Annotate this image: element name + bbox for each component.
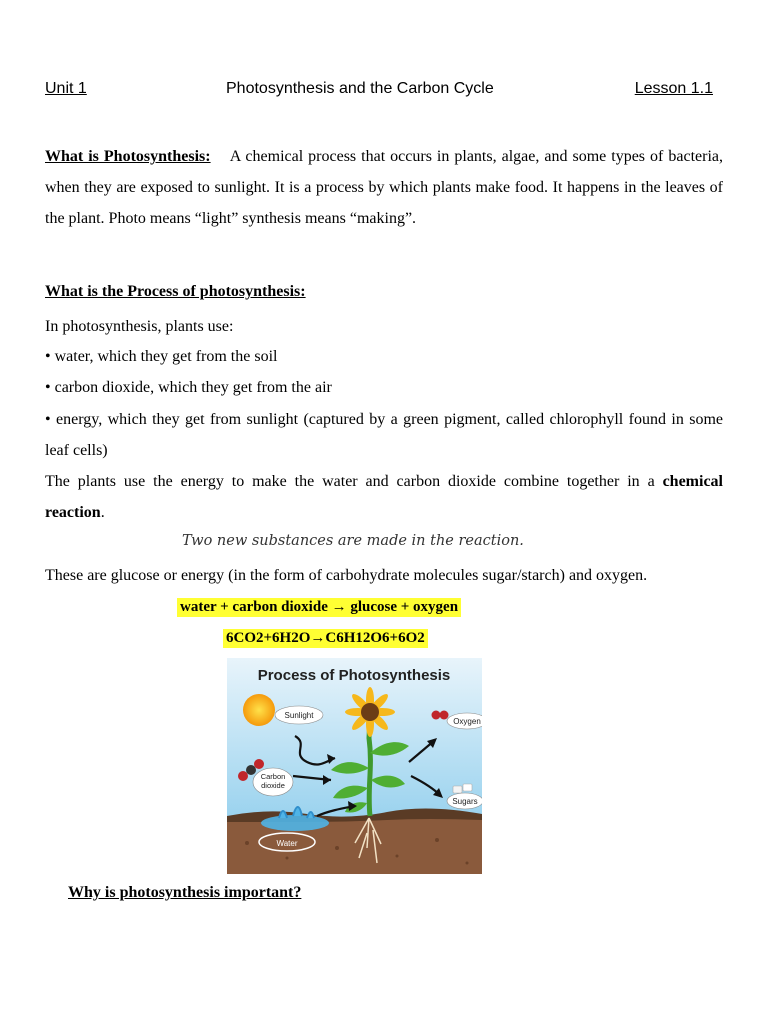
diagram-title: Process of Photosynthesis xyxy=(257,667,451,684)
reaction-bold: chemical reaction xyxy=(45,473,723,521)
products-line: These are glucose or energy (in the form of carbohydrate molecules sugar/starch) and oxygen. xyxy=(45,567,648,584)
what-is-heading: What is Photosynthesis: xyxy=(45,148,211,165)
process-intro: In photosynthesis, plants use: xyxy=(45,318,234,335)
water-label: Water xyxy=(276,839,298,848)
carbon-dioxide-label-line1: Carbon xyxy=(260,772,286,781)
word-equation: water + carbon dioxide → glucose + oxygen xyxy=(177,598,461,617)
process-heading: What is the Process of photosynthesis: xyxy=(45,283,306,300)
reaction-text: The plants use the energy to make the water and carbon dioxide combine together in a xyxy=(45,473,655,490)
reaction-period: . xyxy=(100,504,105,521)
carbon-dioxide-label-line2: dioxide xyxy=(261,781,285,790)
why-heading: Why is photosynthesis important? xyxy=(68,884,302,901)
reaction-paragraph xyxy=(45,466,723,528)
unit-label: Unit 1 xyxy=(45,80,87,97)
sun-icon xyxy=(243,694,275,726)
water-puddle xyxy=(261,815,329,831)
photosynthesis-diagram xyxy=(227,658,482,874)
reaction-note: Two new substances are made in the reaction. xyxy=(182,533,524,549)
sugars-label: Sugars xyxy=(452,797,478,806)
oxygen-label: Oxygen xyxy=(453,717,481,726)
bullet-water: • water, which they get from the soil xyxy=(45,348,278,365)
what-is-text: A chemical process that occurs in plants, algae, and some types of bacteria, when they are exposed to sunlight. It is a process by which plants make food. It happens in the leaves of the plant. Photo means “light” synthesis means “making”. xyxy=(45,148,723,227)
what-is-paragraph xyxy=(45,141,723,234)
lesson-label: Lesson 1.1 xyxy=(634,80,713,97)
bullet-carbon-dioxide: • carbon dioxide, which they get from the air xyxy=(45,379,332,396)
page-title: Photosynthesis and the Carbon Cycle xyxy=(226,80,494,97)
sunlight-label: Sunlight xyxy=(284,711,314,720)
bullet-energy: • energy, which they get from sunlight (captured by a green pigment, called chlorophyll found in some leaf cells) xyxy=(45,411,723,459)
chemical-equation: 6CO2+6H2O→C6H12O6+6O2 xyxy=(223,629,428,648)
page-header xyxy=(45,80,713,102)
